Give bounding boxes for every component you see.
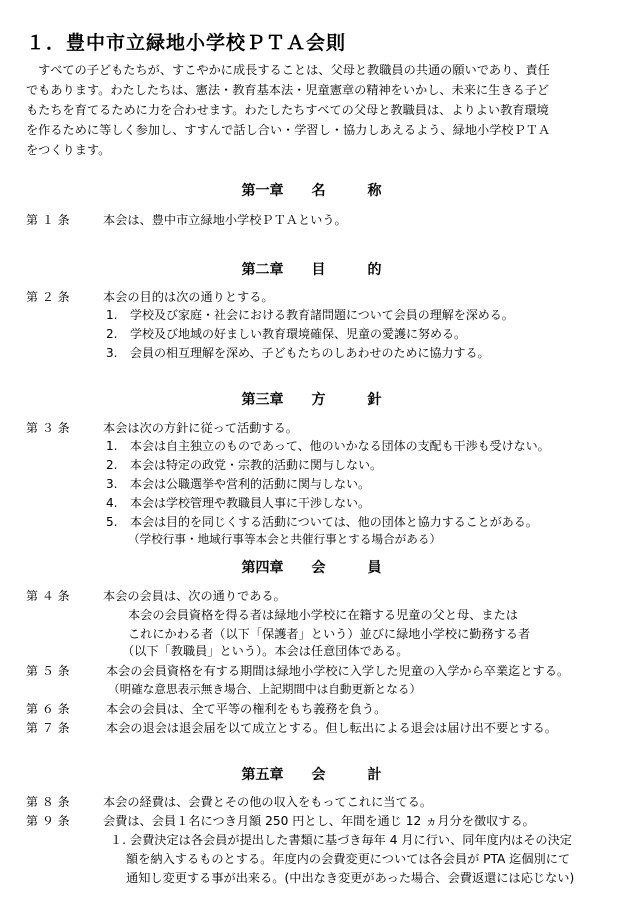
list-item: 1. 本会は自主独立のものであって、他のいかなる団体の支配も干渉も受けない。 bbox=[106, 439, 550, 453]
article-text: 本会の会員資格を有する期間は緑地小学校に入学した児童の入学から卒業迄とする。 bbox=[106, 664, 570, 678]
article-line: （以下「教職員」という）。本会は任意団体である。 bbox=[122, 644, 409, 658]
article-text: 本会の経費は、会費とその他の収入をもってこれに当てる。 bbox=[103, 795, 433, 809]
chapter-heading-accounting: 第五章 会 計 bbox=[241, 767, 382, 783]
article-number: 第 ８ 条 bbox=[26, 795, 70, 809]
list-item: 2. 学校及び地域の好ましい教育環境確保、児童の愛護に努める。 bbox=[106, 327, 467, 341]
article-text: 本会の会員は、全て平等の権利をもち義務を負う。 bbox=[106, 702, 387, 716]
preamble-line: すべての子どもたちが、すこやかに成長することは、父母と教職員の共通の願いであり、責任 bbox=[26, 63, 550, 77]
list-item: 3. 会員の相互理解を深め、子どもたちのしあわせのために協力する。 bbox=[106, 346, 490, 360]
article-number: 第 ５ 条 bbox=[26, 664, 70, 678]
article-text: 本会の会員は、次の通りである。 bbox=[103, 589, 286, 603]
article-text: 本会の目的は次の通りとする。 bbox=[103, 290, 274, 304]
article-line: 通知し変更する事が出来る。(中出なき変更があった場合、会費返還には応じない) bbox=[110, 871, 575, 885]
article-number: 第 ９ 条 bbox=[26, 814, 70, 828]
article-line: 本会の会員資格を得る者は緑地小学校に在籍する児童の父と母、または bbox=[128, 608, 518, 622]
preamble-line: を作るために等しく参加し、すすんで話し合い・学習し・協力しあえるよう、緑地小学校ＰＴＡ bbox=[26, 123, 551, 137]
article-line: これにかわる者（以下「保護者」という）並びに緑地小学校に勤務する者 bbox=[128, 627, 531, 641]
preamble-line: でもあります。わたしたちは、憲法・教育基本法・児童憲章の精神をいかし、未来に生きる子ど bbox=[26, 83, 550, 97]
list-item: 5. 本会は目的を同じくする活動については、他の団体と協力することがある。 bbox=[106, 515, 538, 529]
article-text: 本会の退会は退会届を以て成立とする。但し転出による退会は届け出不要とする。 bbox=[106, 721, 557, 735]
article-line: １. 会費決定は各会員が提出した書類に基づき毎年 4 月に行い、同年度内はその決定 bbox=[110, 833, 572, 847]
preamble-line: をつくります。 bbox=[26, 143, 111, 157]
chapter-heading-policy: 第三章 方 針 bbox=[241, 392, 382, 408]
article-text: 本会は次の方針に従って活動する。 bbox=[103, 421, 298, 435]
article-line: 額を納入するものとする。年度内の会費変更については各会員が PTA 迄個別にて bbox=[110, 852, 571, 866]
article-number: 第 ４ 条 bbox=[26, 589, 70, 603]
list-item: 1. 学校及び家庭・社会における教育諸問題について会員の理解を深める。 bbox=[106, 308, 514, 322]
article-number: 第 ２ 条 bbox=[26, 290, 70, 304]
chapter-heading-name: 第一章 名 称 bbox=[241, 183, 382, 199]
article-note: （学校行事・地域行事等本会と共催行事とする場合がある） bbox=[128, 532, 442, 546]
article-number: 第 ７ 条 bbox=[26, 721, 70, 735]
article-note: （明確な意思表示無き場合、上記期間中は自動更新となる） bbox=[108, 682, 422, 696]
article-number: 第 ６ 条 bbox=[26, 702, 70, 716]
list-item: 3. 本会は公職選挙や営利的活動に関与しない。 bbox=[106, 477, 371, 491]
chapter-heading-members: 第四章 会 員 bbox=[241, 560, 382, 576]
article-text: 本会は、豊中市立緑地小学校ＰＴＡという。 bbox=[103, 213, 347, 227]
article-number: 第 １ 条 bbox=[26, 213, 70, 227]
article-text: 会費は、会員１名につき月額 250 円とし、年間を通じ 12 ヵ月分を徴収する。 bbox=[103, 814, 535, 828]
list-item: 4. 本会は学校管理や教職員人事に干渉しない。 bbox=[106, 496, 371, 510]
article-number: 第 ３ 条 bbox=[26, 421, 70, 435]
preamble bbox=[26, 60, 606, 160]
preamble-line: もたちを育てるために力を合わせます。わたしたちすべての父母と教職員は、よりよい教育環境 bbox=[26, 103, 549, 117]
chapter-heading-purpose: 第二章 目 的 bbox=[241, 262, 382, 278]
document-title: １．豊中市立緑地小学校ＰＴＡ会則 bbox=[26, 32, 347, 54]
list-item: 2. 本会は特定の政党・宗教的活動に関与しない。 bbox=[106, 458, 383, 472]
